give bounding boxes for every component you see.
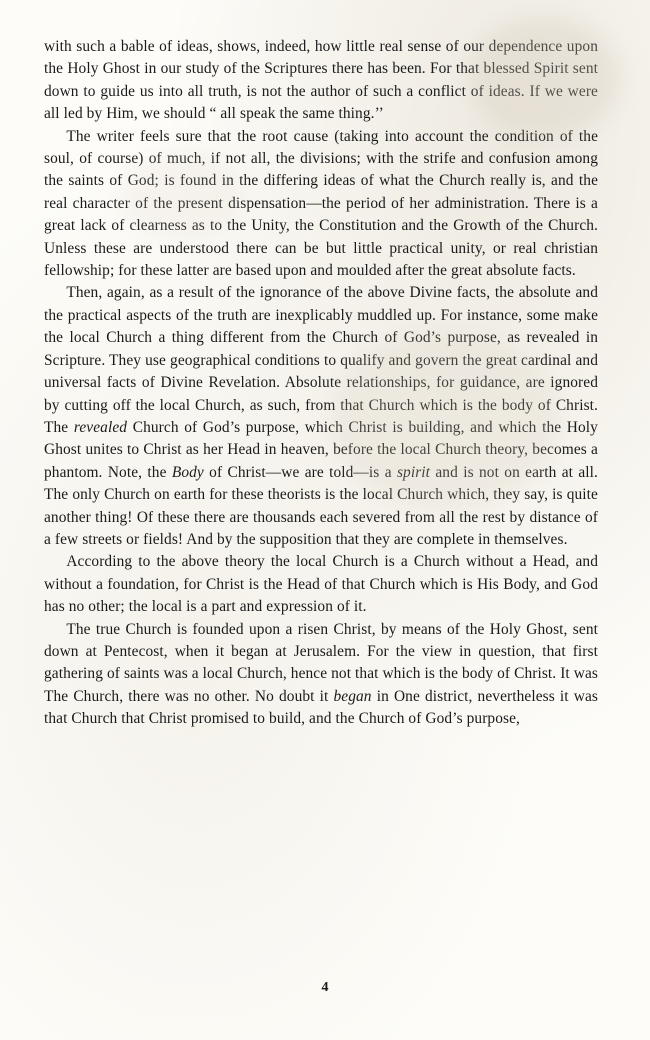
paragraph	[44, 282, 598, 551]
page-body-text	[44, 36, 598, 731]
emphasis-text: Body	[171, 463, 204, 481]
paragraph	[44, 551, 598, 618]
emphasis-text: began	[333, 687, 372, 705]
text-run: Then, again, as a result of the ignorance of the above Divine facts, the absolute and the practical aspects of the truth are inexplicably muddled up. For instance, some make the local Church a thing different from the Church of God’s purpose, as revealed in Scripture. They use geographical conditions to qualify and govern the great cardinal and universal facts of Divine Revelation. Absolute relationships, for guidance, are ignored by cutting off the local Church, as such, from that Church which is the body of Christ. The	[44, 284, 598, 436]
emphasis-text: spirit	[396, 463, 431, 481]
text-run: with such a bable of ideas, shows, indeed, how little real sense of our dependence upon the Holy Ghost in our study of the Scriptures there has been. For that blessed Spirit sent down to guide us into all truth, is not the author of such a conflict of ideas. If we were all led by Him, we should “ all speak the same thing.’’	[44, 38, 598, 123]
text-run: and is not on earth at all. The only Church on earth for these theorists is the local Church which, they say, is quite another thing! Of these there are thousands each severed from all the rest by distance of a few streets or fields! And by the supposition that they are complete in themselves.	[44, 463, 599, 548]
text-run: According to the above theory the local Church is a Church without a Head, and without a foundation, for Christ is the Head of that Church which is His Body, and God has no other; the local is a part and expression of it.	[44, 553, 598, 616]
text-run: The writer feels sure that the root cause (taking into account the condition of the soul, of course) of much, if not all, the divisions; with the strife and confusion among the saints of God; is found in the differing ideas of what the Church really is, and the real character of the present dispensation—the period of her administration. There is a great lack of clearness as to the Unity, the Constitution and the Growth of the Church. Unless these are understood there can be but little practical unity, or real christian fellowship; for these latter are based upon and moulded after the great absolute facts.	[44, 127, 598, 280]
text-run: in One district, nevertheless it was that Church that Christ promised to build, and the Church of God’s purpose,	[44, 687, 598, 728]
paragraph	[44, 126, 598, 283]
text-run: of Christ—we are told—is a	[203, 463, 397, 481]
paragraph	[44, 619, 598, 731]
paragraph	[44, 36, 598, 126]
emphasis-text: revealed	[73, 418, 128, 436]
text-run: Church of God’s purpose, which Christ is building, and which the Holy Ghost unites to Christ as her Head in heaven, before the local Church theory, becomes a phantom. Note, the	[44, 418, 598, 481]
page-number: 4	[321, 980, 329, 995]
text-run: The true Church is founded upon a risen Christ, by means of the Holy Ghost, sent down at Pentecost, when it began at Jerusalem. For the view in question, that first gathering of saints was a local Church, hence not that which is the body of Christ. It was The Church, there was no other. No doubt it	[44, 620, 598, 705]
